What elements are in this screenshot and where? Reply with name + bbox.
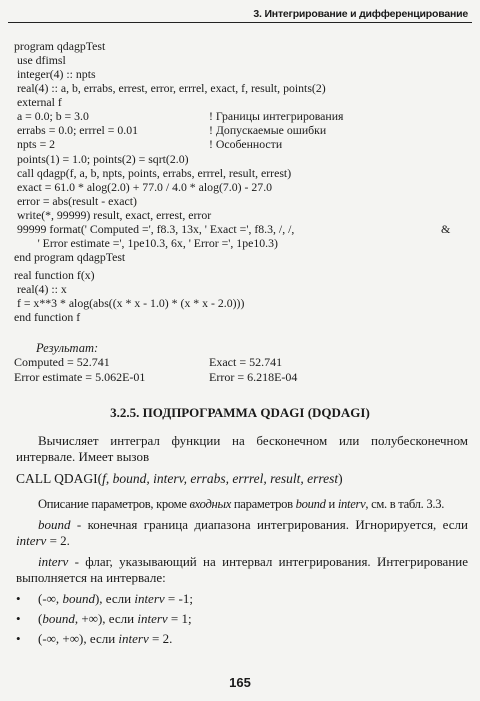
bound-paragraph bbox=[16, 517, 468, 549]
interval-value: = 2. bbox=[148, 631, 173, 646]
interval-value: = 1; bbox=[167, 611, 192, 626]
bullet-icon: • bbox=[16, 591, 21, 606]
code-line: real(4) :: a, b, errabs, errest, error, errrel, exact, f, result, points(2) bbox=[14, 81, 326, 95]
param-interv: interv bbox=[337, 497, 366, 511]
code-line: call qdagp(f, a, b, npts, points, errabs, errrel, result, errest) bbox=[14, 166, 292, 180]
interval-text: ), если bbox=[94, 591, 135, 606]
interval-text: (-∞, bbox=[38, 591, 63, 606]
bullet-icon: • bbox=[16, 611, 21, 626]
interval-text: , +∞), если bbox=[74, 611, 138, 626]
running-header: 3. Интегрирование и дифференцирование bbox=[253, 8, 468, 20]
code-line: a = 0.0; b = 3.0 bbox=[14, 109, 89, 123]
result-error-estimate: Error estimate = 5.062E-01 bbox=[14, 370, 146, 384]
bound-description: - конечная граница диапазона интегрирования. Игнорируется, если bbox=[70, 517, 468, 532]
section-heading: 3.2.5. ПОДПРОГРАММА QDAGI (DQDAGI) bbox=[110, 405, 370, 420]
call-name: CALL QDAGI( bbox=[16, 471, 103, 486]
interv-description: - флаг, указывающий на интервал интегрирования. Интегрирование выполняется на интервале: bbox=[16, 554, 468, 585]
code-line: error = abs(result - exact) bbox=[14, 194, 137, 208]
code-comment: ! Границы интегрирования bbox=[209, 109, 344, 123]
interval-var: bound bbox=[62, 591, 95, 606]
interval-var: bound bbox=[42, 611, 75, 626]
interval-value: = -1; bbox=[164, 591, 193, 606]
intro-paragraph: Вычисляет интеграл функции на бесконечном или полубесконечном интервале. Имеет вызов bbox=[16, 433, 468, 464]
code-line: npts = 2 bbox=[14, 137, 56, 151]
interval-flag: interv bbox=[137, 611, 168, 626]
result-exact: Exact = 52.741 bbox=[209, 355, 283, 369]
call-signature bbox=[16, 471, 343, 487]
bound-condition: interv bbox=[16, 533, 47, 548]
bound-term: bound bbox=[38, 517, 71, 532]
code-line: 99999 format(' Computed =', f8.3, 13x, ' Exact =', f8.3, /, /, bbox=[14, 222, 295, 236]
code-line: real(4) :: x bbox=[14, 282, 67, 296]
interv-term: interv bbox=[38, 554, 69, 569]
code-line: real function f(x) bbox=[14, 268, 95, 282]
interval-text: (-∞, +∞), если bbox=[38, 631, 119, 646]
code-line: integer(4) :: npts bbox=[14, 67, 96, 81]
params-text: , см. в табл. 3.3. bbox=[365, 497, 445, 511]
bullet-icon: • bbox=[16, 631, 21, 646]
code-line: program qdagpTest bbox=[14, 39, 106, 53]
page-number: 165 bbox=[229, 675, 251, 690]
bound-condition-value: = 2. bbox=[46, 533, 70, 548]
code-line: points(1) = 1.0; points(2) = sqrt(2.0) bbox=[14, 152, 189, 166]
params-input-word: входных bbox=[189, 497, 231, 511]
code-line: external f bbox=[14, 95, 62, 109]
code-line: errabs = 0.0; errrel = 0.01 bbox=[14, 123, 139, 137]
interval-flag: interv bbox=[118, 631, 149, 646]
list-item bbox=[16, 631, 173, 679]
continuation-mark: & bbox=[441, 222, 451, 236]
code-line: use dfimsl bbox=[14, 53, 66, 67]
code-comment: ! Особенности bbox=[209, 137, 283, 151]
code-line: end program qdagpTest bbox=[14, 250, 126, 264]
result-title: Результат: bbox=[36, 341, 99, 355]
interv-paragraph bbox=[16, 554, 468, 586]
code-line: ' Error estimate =', 1pe10.3, 6x, ' Error =', 1pe10.3) bbox=[14, 236, 278, 250]
result-computed: Computed = 52.741 bbox=[14, 355, 110, 369]
param-bound: bound bbox=[295, 497, 326, 511]
call-arguments: f, bound, interv, errabs, errrel, result, errest bbox=[102, 471, 339, 486]
code-line: f = x**3 * alog(abs((x * x - 1.0) * (x * x - 2.0))) bbox=[14, 296, 245, 310]
params-text: Описание параметров, кроме bbox=[38, 497, 190, 511]
interval-flag: interv bbox=[134, 591, 165, 606]
code-line: end function f bbox=[14, 310, 81, 324]
interval-text: ( bbox=[38, 611, 43, 626]
code-line: exact = 61.0 * alog(2.0) + 77.0 / 4.0 * alog(7.0) - 27.0 bbox=[14, 180, 273, 194]
params-text: и bbox=[325, 497, 338, 511]
code-comment: ! Допускаемые ошибки bbox=[209, 123, 327, 137]
code-line: write(*, 99999) result, exact, errest, error bbox=[14, 208, 212, 222]
call-close: ) bbox=[338, 471, 343, 486]
header-rule bbox=[8, 22, 472, 23]
result-error: Error = 6.218E-04 bbox=[209, 370, 298, 384]
params-paragraph bbox=[16, 496, 468, 512]
params-text: параметров bbox=[231, 497, 296, 511]
